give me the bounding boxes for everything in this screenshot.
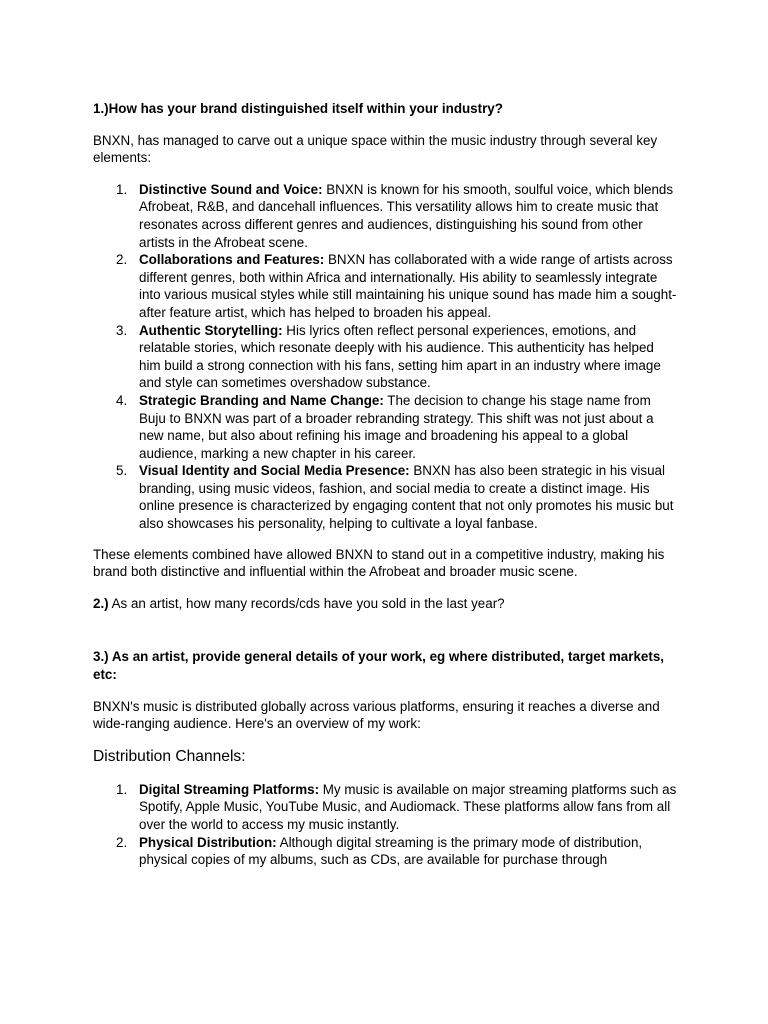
list-item-number: 2. bbox=[116, 834, 128, 850]
distribution-channels-heading: Distribution Channels: bbox=[93, 747, 246, 765]
list-item-heading: Digital Streaming Platforms: bbox=[139, 781, 320, 797]
list-item-number: 3. bbox=[116, 322, 128, 338]
list-item-text: BNXN has collaborated with a wide range of artists across different genres, both within Africa and internationally. His ability to seamlessly integrate into various musical styles while still maintaining his unique sound has made him a sought-after feature artist, which has helped to broaden his appeal. bbox=[139, 252, 677, 320]
question-1-conclusion: These elements combined have allowed BNXN to stand out in a competitive industry, making his brand both distinctive and influential within the Afrobeat and broader music scene. bbox=[93, 546, 665, 580]
question-2 bbox=[93, 595, 678, 613]
list-item-heading: Authentic Storytelling: bbox=[139, 322, 283, 338]
list-item-heading: Physical Distribution: bbox=[139, 834, 277, 850]
key-elements-list bbox=[93, 181, 678, 533]
list-item-heading: Collaborations and Features: bbox=[139, 252, 325, 268]
list-item-text: BNXN is known for his smooth, soulful voice, which blends Afrobeat, R&B, and dancehall influences. This versatility allows him to create music that resonates across different genres and audiences, distinguishing his sound from other artists in the Afrobeat scene. bbox=[139, 181, 674, 250]
document-page bbox=[93, 97, 678, 869]
list-item bbox=[93, 462, 678, 532]
list-item-number: 1. bbox=[116, 181, 128, 197]
list-item bbox=[93, 181, 678, 251]
list-item bbox=[93, 834, 678, 869]
list-item-heading: Strategic Branding and Name Change: bbox=[139, 392, 384, 408]
list-item-number: 2. bbox=[116, 252, 128, 268]
question-1-intro: BNXN, has managed to carve out a unique space within the music industry through several key elements: bbox=[93, 132, 658, 166]
list-item-number: 4. bbox=[116, 392, 128, 408]
list-item-heading: Visual Identity and Social Media Presence: bbox=[139, 463, 410, 479]
question-3-intro: BNXN's music is distributed globally across various platforms, ensuring it reaches a diverse and wide-ranging audience. Here's an overview of my work: bbox=[93, 698, 660, 732]
list-item bbox=[93, 251, 678, 321]
list-item-number: 1. bbox=[116, 781, 128, 797]
distribution-channels-list bbox=[93, 781, 678, 869]
question-2-label: 2.) bbox=[93, 595, 109, 611]
list-item-text: His lyrics often reflect personal experiences, emotions, and relatable stories, which resonate deeply with his audience. This authenticity has helped him build a strong connection with his fans, setting him apart in an industry where image and style can sometimes overshadow substance. bbox=[139, 322, 661, 391]
list-item bbox=[93, 392, 678, 462]
list-item-text: BNXN has also been strategic in his visual branding, using music videos, fashion, and social media to create a distinct image. His online presence is characterized by engaging content that not only promotes his music but also showcases his personality, helping to cultivate a loyal fanbase. bbox=[139, 463, 674, 532]
question-3-title: 3.) As an artist, provide general details of your work, eg where distributed, target markets, etc: bbox=[93, 649, 664, 683]
question-1-title: 1.)How has your brand distinguished itself within your industry? bbox=[93, 101, 503, 116]
list-item-number: 5. bbox=[116, 463, 128, 479]
question-2-text: As an artist, how many records/cds have you sold in the last year? bbox=[108, 595, 505, 611]
list-item-heading: Distinctive Sound and Voice: bbox=[139, 181, 323, 197]
list-item-text: The decision to change his stage name from Buju to BNXN was part of a broader rebranding strategy. This shift was not just about a new name, but also about refining his image and broadening his appeal to a global audience, marking a new chapter in his career. bbox=[139, 392, 654, 461]
list-item-text: Although digital streaming is the primary mode of distribution, physical copies of my albums, such as CDs, are available for purchase through bbox=[139, 834, 643, 868]
list-item bbox=[93, 322, 678, 392]
list-item-text: My music is available on major streaming platforms such as Spotify, Apple Music, YouTube Music, and Audiomack. These platforms allow fans from all over the world to access my music instantly. bbox=[139, 781, 677, 832]
list-item bbox=[93, 781, 678, 834]
